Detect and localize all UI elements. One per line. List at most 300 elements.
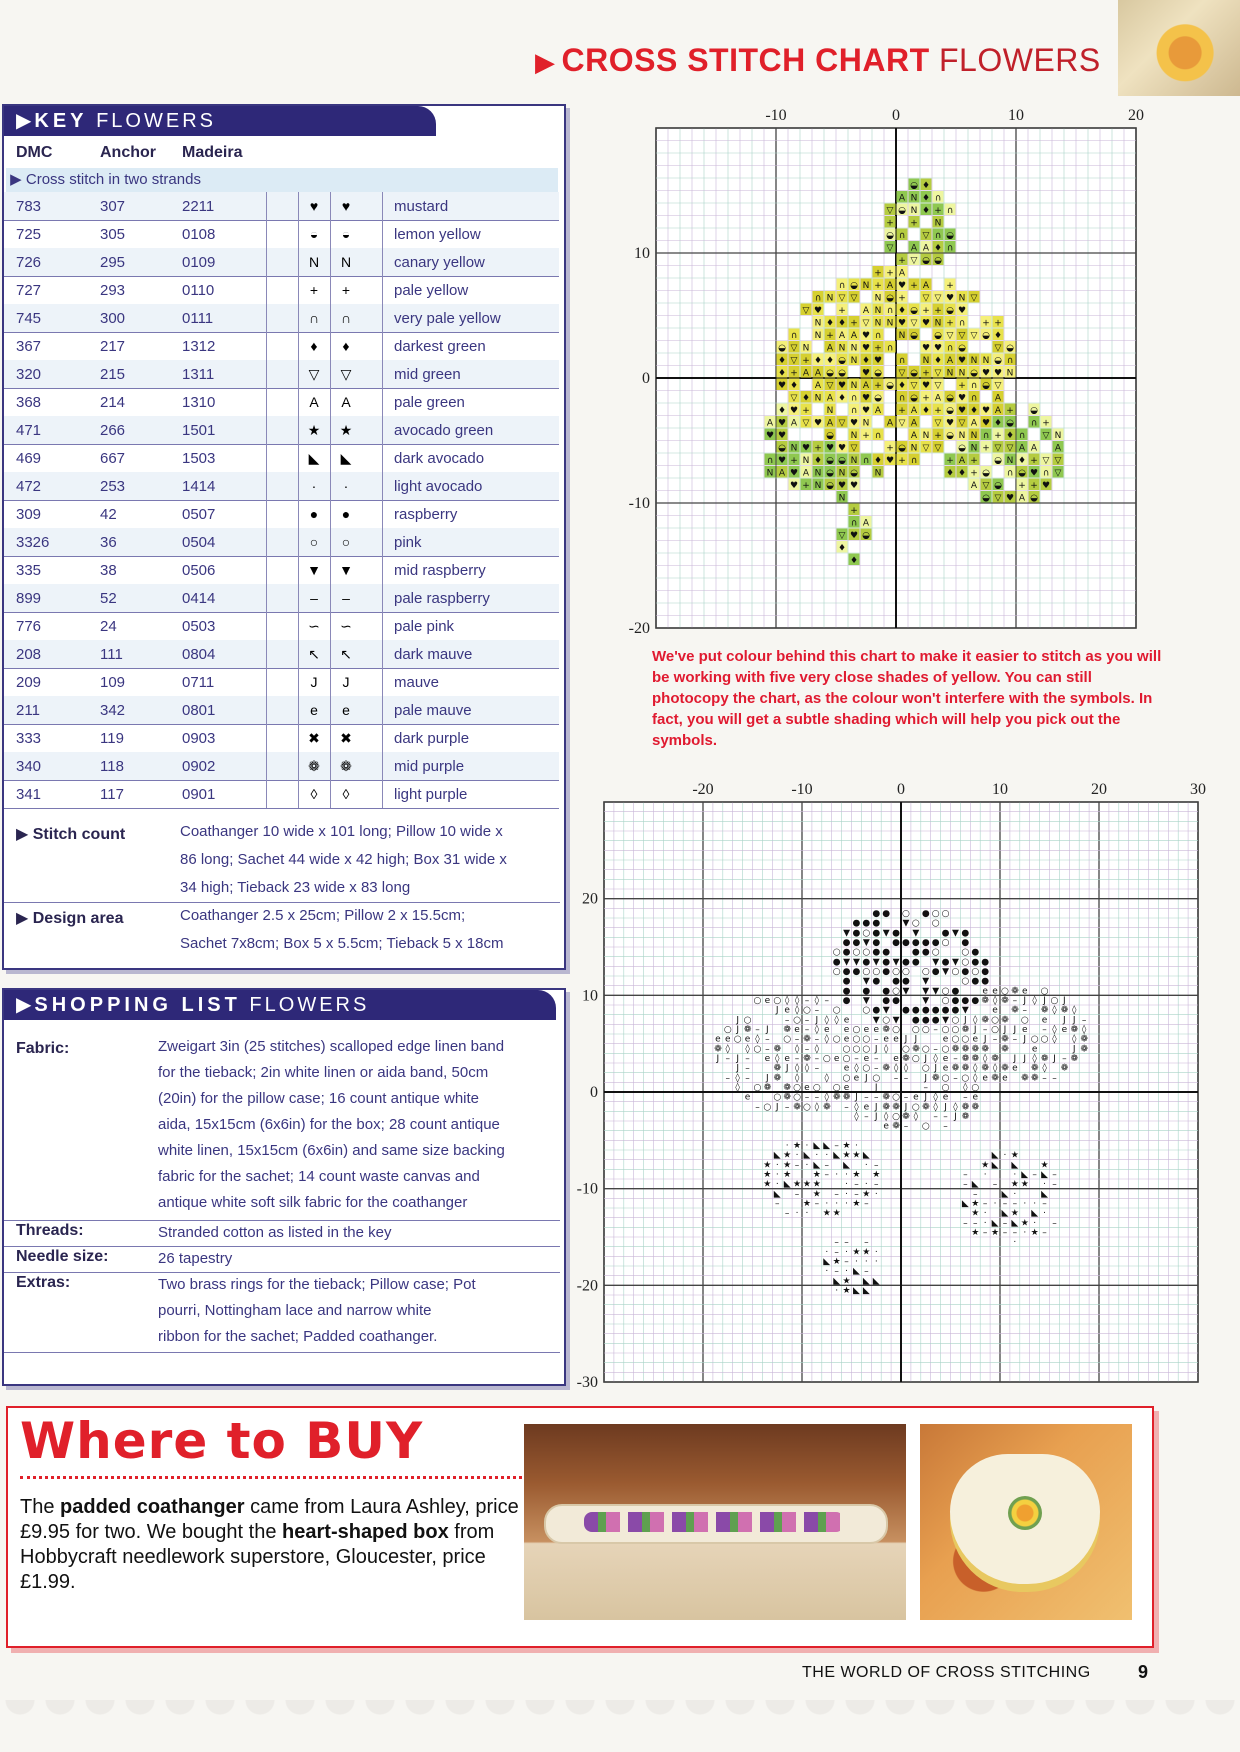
stitch-symbol: ·: [775, 1160, 779, 1171]
stitch-symbol: ♦: [1005, 431, 1015, 441]
stitch-symbol: ·: [825, 1247, 829, 1258]
key-cell-madeira: 0902: [182, 758, 216, 775]
key-cell-dmc: 333: [16, 730, 42, 747]
key-cell-colour-name: mid purple: [394, 758, 465, 775]
flower-thumbnail-image: [1118, 0, 1240, 96]
stitch-symbol: ○: [951, 1025, 960, 1035]
stitch-symbol: ∩: [874, 331, 882, 341]
stitch-symbol: N: [1054, 431, 1062, 441]
stitch-symbol: ●: [872, 928, 881, 939]
stitch-symbol: ◊: [735, 1083, 740, 1093]
stitch-symbol: ▽: [934, 368, 942, 379]
stitch-symbol: ◣: [803, 1150, 811, 1161]
stitch-symbol: ♦: [873, 456, 883, 466]
stitch-symbol: ◊: [735, 1073, 740, 1084]
column-divider: [266, 752, 267, 780]
key-cell-dmc: 899: [16, 590, 42, 607]
stitch-symbol: +: [898, 293, 906, 304]
stitch-symbol: ○: [961, 1034, 970, 1045]
stitch-symbol: J: [1023, 1034, 1027, 1045]
stitch-symbol: e: [1002, 1073, 1008, 1084]
stitch-symbol: e: [744, 1092, 751, 1103]
key-cell-dmc: 208: [16, 646, 42, 663]
stitch-symbol: ·: [855, 1141, 858, 1151]
stitch-symbol: ◒: [982, 381, 990, 391]
key-cell-anchor: 253: [100, 478, 126, 495]
stitch-symbol: +: [982, 318, 990, 329]
stitch-symbol: N: [946, 368, 954, 379]
stitch-symbol: ♥: [789, 406, 799, 416]
stitch-symbol: e: [893, 1034, 899, 1045]
stitch-symbol: ◒: [946, 406, 954, 416]
stitch-symbol: –: [953, 1054, 958, 1064]
stitch-symbol: ·: [805, 1141, 809, 1151]
stitch-symbol: ▽: [862, 318, 870, 329]
stitch-symbol: J: [904, 1102, 908, 1113]
stitch-symbol: ●: [882, 957, 891, 968]
stitch-symbol: ◒: [958, 343, 966, 354]
stitch-symbol: ★: [991, 1228, 1000, 1238]
y-tick-label: -10: [576, 1180, 598, 1198]
key-cell-colour-name: mauve: [394, 674, 440, 691]
stitch-symbol: ▽: [886, 206, 894, 216]
stitch-symbol: ◒: [922, 256, 930, 266]
stitch-symbol: J: [904, 1034, 908, 1045]
column-divider: [266, 584, 267, 612]
stitch-symbol: ♥: [873, 356, 883, 366]
stitch-symbol: +: [802, 356, 810, 366]
stitch-symbol: ∩: [814, 293, 822, 304]
stitch-symbol: –: [973, 1189, 978, 1200]
stitch-symbol: ★: [763, 1170, 772, 1180]
stitch-symbol: J: [1013, 1054, 1017, 1064]
stitch-symbol: ♥: [849, 418, 859, 429]
key-cell-dmc: 783: [16, 198, 42, 215]
stitch-symbol: ·: [845, 1199, 848, 1209]
stitch-symbol: ★: [852, 1150, 861, 1161]
column-divider: [298, 584, 299, 612]
stitch-symbol: N: [862, 281, 870, 291]
stitch-symbol: ◣: [862, 1150, 870, 1161]
stitch-symbol: ♥: [897, 281, 907, 291]
stitch-symbol: ○: [991, 1025, 999, 1035]
stitch-symbol: –: [745, 1054, 750, 1064]
shopping-heading-light: FLOWERS: [249, 994, 370, 1016]
stitch-symbol: ♥: [945, 293, 955, 304]
stitch-symbol: ▽: [934, 293, 942, 304]
stitch-symbol: e: [1061, 1025, 1068, 1035]
column-divider: [330, 304, 331, 332]
stitch-symbol: –: [725, 1073, 730, 1084]
stitch-symbol: ◊: [1032, 1054, 1037, 1064]
stitch-symbol: ▽: [790, 393, 798, 404]
stitch-symbol: ○: [862, 928, 871, 939]
design-area-text: [180, 902, 503, 958]
stitch-symbol: ○: [961, 957, 970, 968]
stitch-symbol: J: [1023, 996, 1027, 1006]
stitch-symbol: –: [755, 1025, 760, 1035]
stitch-symbol: ·: [864, 1257, 868, 1267]
stitch-symbol: ○: [902, 967, 910, 977]
stitch-symbol: +: [898, 456, 906, 466]
stitch-symbol: ·: [795, 1208, 799, 1219]
stitch-symbol: ●: [882, 909, 891, 919]
stitch-count-label-text: Stitch count: [32, 826, 126, 843]
stitch-symbol: ○: [882, 1015, 891, 1026]
column-header-anchor: Anchor: [100, 144, 156, 161]
key-cell-colour-name: very pale yellow: [394, 310, 501, 327]
stitch-symbol: J: [973, 1025, 977, 1035]
stitch-symbol: N: [922, 431, 930, 441]
key-heading-bold: KEY: [34, 110, 88, 132]
stitch-symbol: ◒: [970, 368, 978, 379]
column-divider: [330, 612, 331, 640]
stitch-symbol: ★: [842, 1276, 851, 1287]
stitch-symbol: ▽: [994, 343, 1002, 354]
stitch-symbol: ♥: [993, 368, 1003, 379]
stitch-symbol: –: [794, 1034, 800, 1045]
stitch-symbol: J: [914, 1034, 918, 1045]
stitch-symbol: +: [1006, 406, 1014, 416]
heart-box-photo: [920, 1424, 1132, 1620]
stitch-symbol: J: [716, 1054, 720, 1064]
stitch-symbol: ◊: [854, 1063, 859, 1074]
key-cell-anchor: 342: [100, 702, 126, 719]
stitch-symbol: ◊: [1081, 1025, 1087, 1035]
column-divider: [330, 668, 331, 696]
stitch-symbol: ∩: [850, 393, 858, 404]
stitch-symbol: ○: [1020, 1015, 1029, 1026]
stitch-symbol: J: [874, 1083, 878, 1093]
stitch-symbol: ♥: [885, 456, 895, 466]
stitch-symbol: ❁: [981, 996, 989, 1006]
stitch-symbol: +: [946, 281, 954, 291]
stitch-symbol: ♦: [777, 406, 787, 416]
stitch-symbol: ◣: [971, 1179, 979, 1190]
stitch-symbol: ●: [921, 1005, 930, 1016]
stitch-symbol: ◒: [874, 393, 882, 404]
stitch-symbol: ♥: [837, 481, 847, 491]
shopping-heading-bold: SHOPPING LIST: [34, 994, 241, 1016]
stitch-symbol: ❁: [1040, 1005, 1049, 1016]
stitch-symbol: +: [886, 218, 894, 229]
stitch-symbol: ♦: [945, 468, 955, 479]
stitch-symbol: ○: [961, 1073, 970, 1084]
stitch-symbol: e: [893, 1054, 899, 1064]
stitch-symbol: ❁: [773, 1073, 782, 1084]
stitch-symbol: –: [814, 1092, 820, 1103]
extras-line: pourri, Nottingham lace and narrow white: [158, 1302, 432, 1319]
stitch-symbol: ❁: [991, 1073, 999, 1084]
stitch-symbol: ○: [941, 1083, 950, 1093]
stitch-symbol: ★: [872, 1170, 881, 1180]
stitch-symbol: ▽: [838, 418, 846, 429]
stitch-symbol: ○: [862, 1063, 871, 1074]
stitch-symbol: ●: [961, 967, 970, 977]
stitch-symbol: –: [982, 1025, 988, 1035]
stitch-symbol: ❁: [1060, 1005, 1069, 1016]
stitch-symbol: ★: [802, 1179, 811, 1190]
fabric-line: white linen, 15x15cm (6x6in) and same size backing: [158, 1142, 505, 1159]
stitch-symbol: ★: [783, 1160, 792, 1171]
stitch-symbol: ◒: [982, 331, 990, 341]
column-divider: [382, 752, 383, 780]
stitch-symbol: +: [922, 306, 930, 316]
stitch-symbol: ◣: [1001, 1208, 1009, 1219]
stitch-symbol: ★: [842, 1141, 851, 1151]
stitch-symbol: ·: [835, 1170, 839, 1180]
stitch-symbol: –: [765, 1044, 770, 1055]
stitch-symbol: e: [764, 996, 771, 1006]
y-tick-label: 0: [590, 1084, 598, 1101]
stitch-symbol: N: [1006, 368, 1014, 379]
stitch-symbol: ◒: [838, 356, 846, 366]
stitch-symbol: e: [1012, 1063, 1018, 1074]
stitch-symbol: e: [744, 1034, 751, 1045]
key-cell-madeira: 0109: [182, 254, 216, 271]
column-divider: [298, 360, 299, 388]
stitch-symbol: ●: [931, 1015, 940, 1026]
stitch-symbol: ○: [921, 1063, 930, 1074]
stitch-symbol: ★: [971, 1208, 980, 1219]
stitch-symbol: ◊: [1042, 1063, 1047, 1074]
fabric-line: fabric for the sachet; 14 count waste canvas and: [158, 1168, 480, 1185]
stitch-symbol: ♥: [921, 343, 931, 354]
key-cell-anchor: 24: [100, 618, 117, 635]
stitch-symbol: ♦: [837, 543, 847, 554]
stitch-symbol-icon: +: [341, 282, 351, 298]
stitch-symbol: J: [1023, 1054, 1027, 1064]
column-divider: [330, 528, 331, 556]
stitch-symbol: –: [784, 1208, 790, 1219]
stitch-symbol: N: [874, 318, 882, 329]
stitch-symbol: ★: [971, 1228, 980, 1238]
stitch-symbol: ◣: [843, 1160, 851, 1171]
stitch-symbol-icon: N: [340, 254, 352, 270]
stitch-symbol: ●: [961, 928, 970, 939]
stitch-symbol: +: [838, 306, 846, 316]
stitch-symbol: ●: [981, 957, 990, 968]
stitch-symbol: A: [898, 268, 906, 279]
stitch-symbol: ◊: [794, 1044, 800, 1055]
stitch-symbol: A: [862, 306, 870, 316]
stitch-symbol: ♥: [789, 481, 799, 491]
stitch-symbol: –: [804, 1025, 810, 1035]
table-row: [4, 528, 559, 557]
extras-text: [158, 1272, 558, 1350]
stitch-symbol: ○: [862, 967, 871, 977]
stitch-symbol: ●: [872, 938, 881, 948]
stitch-symbol: ▽: [970, 331, 978, 341]
stitch-symbol-icon: ·: [311, 478, 317, 494]
stitch-symbol: ◒: [910, 393, 918, 404]
column-divider: [382, 472, 383, 500]
key-cell-madeira: 0506: [182, 562, 216, 579]
key-cell-colour-name: raspberry: [394, 506, 458, 523]
stitch-symbol: ♥: [861, 368, 871, 379]
decorative-edge: [0, 1700, 1240, 1740]
stitch-symbol: ▽: [886, 243, 894, 254]
stitch-symbol: ❁: [981, 1015, 989, 1026]
stitch-symbol: ●: [882, 986, 891, 997]
stitch-symbol: ◒: [898, 206, 906, 216]
stitch-symbol: ∩: [970, 381, 978, 391]
stitch-symbol: N: [862, 418, 870, 429]
stitch-symbol: J: [874, 1112, 878, 1122]
stitch-symbol: ◒: [946, 231, 954, 241]
stitch-symbol: –: [784, 1102, 790, 1113]
stitch-symbol: ♦: [897, 306, 907, 316]
stitch-symbol: ★: [812, 1189, 821, 1200]
stitch-symbol: J: [924, 1073, 928, 1084]
stitch-symbol: ◣: [862, 1286, 870, 1296]
stitch-symbol: ●: [872, 918, 881, 929]
column-divider: [298, 640, 299, 668]
stitch-symbol: ❁: [783, 1025, 791, 1035]
stitch-symbol: ❁: [912, 1044, 920, 1055]
stitch-symbol: ◒: [826, 368, 834, 379]
stitch-symbol: –: [755, 1102, 760, 1113]
stitch-symbol: N: [898, 331, 906, 341]
column-divider: [330, 640, 331, 668]
threads-label: Threads:: [16, 1222, 84, 1239]
stitch-symbol: ★: [1010, 1150, 1019, 1161]
stitch-symbol: A: [910, 406, 918, 416]
stitch-symbol: ❁: [961, 1102, 970, 1113]
column-divider: [330, 416, 331, 444]
stitch-symbol: +: [1030, 481, 1038, 491]
stitch-symbol: ♦: [837, 318, 847, 329]
key-cell-colour-name: avocado green: [394, 422, 494, 439]
stitch-symbol-icon: ●: [309, 506, 319, 522]
stitch-symbol: –: [923, 1083, 928, 1093]
column-divider: [330, 556, 331, 584]
stitch-symbol: ▼: [852, 957, 860, 968]
stitch-symbol: ❁: [892, 1121, 900, 1132]
stitch-symbol: ◊: [1052, 1005, 1057, 1016]
stitch-symbol: ▼: [882, 928, 890, 939]
stitch-symbol: ◒: [946, 306, 954, 316]
stitch-symbol-icon: ○: [341, 534, 351, 550]
key-cell-anchor: 667: [100, 450, 126, 467]
stitch-symbol: ◊: [794, 1005, 800, 1016]
key-cell-madeira: 0711: [182, 674, 215, 691]
stitch-symbol: A: [922, 243, 930, 254]
embroidered-flowers: [584, 1512, 844, 1532]
stitch-symbol: ▽: [790, 343, 798, 354]
stitch-symbol: ○: [822, 1054, 831, 1064]
stitch-symbol: ▽: [850, 293, 858, 304]
stitch-symbol: ♥: [861, 406, 871, 416]
column-divider: [298, 248, 299, 276]
stitch-symbol: –: [903, 1073, 909, 1084]
stitch-symbol: A: [790, 418, 798, 429]
stitch-symbol: N: [874, 293, 882, 304]
stitch-symbol: ○: [753, 996, 762, 1006]
stitch-symbol: e: [972, 1034, 979, 1045]
stitch-symbol: ❁: [842, 1092, 851, 1103]
stitch-symbol: A: [766, 418, 774, 429]
stitch-symbol: ◊: [814, 996, 820, 1006]
stitch-symbol: –: [765, 1034, 770, 1045]
stitch-symbol-icon: ♦: [342, 338, 350, 354]
stitch-symbol-icon: ∽: [340, 618, 352, 634]
stitch-symbol: ◊: [804, 1063, 810, 1074]
stitch-symbol: –: [745, 1073, 750, 1084]
stitch-symbol: ♥: [957, 393, 967, 404]
stitch-symbol: ▼: [922, 996, 930, 1006]
stitch-symbol: ◊: [933, 1092, 938, 1103]
stitch-symbol: ♥: [981, 368, 991, 379]
column-divider: [266, 780, 267, 808]
design-area-label-text: Design area: [32, 910, 124, 927]
stitch-symbol: ○: [743, 1015, 752, 1026]
stitch-symbol: ★: [981, 1160, 990, 1171]
stitch-symbol: ❁: [803, 1034, 811, 1045]
column-divider: [382, 500, 383, 528]
key-cell-colour-name: dark purple: [394, 730, 470, 747]
key-cell-madeira: 0903: [182, 730, 216, 747]
stitch-symbol: ◊: [814, 1102, 820, 1113]
stitch-symbol: ●: [842, 976, 851, 987]
stitch-symbol: ·: [855, 1257, 858, 1267]
stitch-symbol: J: [1053, 1054, 1056, 1064]
design-area-line: Coathanger 2.5 x 25cm; Pillow 2 x 15.5cm;: [180, 907, 466, 924]
stitch-symbol: A: [826, 393, 834, 404]
stitch-symbol: +: [802, 406, 810, 416]
stitch-symbol: e: [715, 1034, 721, 1045]
stitch-symbol: ★: [852, 1199, 861, 1209]
stitch-symbol: ∩: [790, 331, 798, 341]
stitch-symbol: ♦: [993, 418, 1003, 429]
stitch-symbol: ◊: [992, 1063, 998, 1074]
stitch-symbol: ♥: [837, 381, 847, 391]
key-cell-anchor: 305: [100, 226, 126, 243]
stitch-symbol: –: [1052, 1179, 1057, 1190]
stitch-symbol: J: [766, 1025, 769, 1035]
stitch-symbol: e: [883, 1034, 889, 1045]
stitch-symbol-icon: ●: [341, 506, 351, 522]
key-cell-madeira: 0414: [182, 590, 216, 607]
stitch-symbol: e: [873, 1025, 880, 1035]
stitch-symbol: ◊: [933, 1102, 938, 1113]
stitch-symbol: ❁: [1001, 996, 1009, 1006]
stitch-symbol: N: [970, 443, 978, 454]
stitch-symbol: ○: [812, 1083, 821, 1093]
stitch-symbol: ▼: [951, 957, 959, 968]
stitch-symbol: ·: [805, 1208, 809, 1219]
table-row: [4, 780, 559, 809]
stitch-symbol: –: [854, 1179, 859, 1190]
stitch-symbol: ○: [852, 1025, 861, 1035]
stitch-symbol: ♥: [945, 418, 955, 429]
stitch-symbol: +: [886, 443, 894, 454]
stitch-symbol: ★: [1020, 1179, 1029, 1190]
key-cell-anchor: 118: [100, 758, 124, 775]
stitch-symbol: –: [834, 1247, 839, 1258]
stitch-symbol: J: [1063, 996, 1066, 1006]
stitch-symbol: ▽: [958, 331, 966, 341]
stitch-symbol: ○: [852, 1034, 861, 1045]
stitch-symbol: ·: [1043, 1208, 1046, 1219]
stitch-symbol-icon: ◊: [310, 786, 318, 802]
stitch-symbol: ★: [862, 1189, 871, 1200]
column-divider: [298, 192, 299, 220]
stitch-symbol: ❁: [1011, 1005, 1019, 1016]
stitch-symbol: ◣: [852, 1286, 860, 1296]
stitch-symbol: –: [784, 1015, 790, 1026]
stitch-symbol: ∩: [970, 393, 978, 404]
